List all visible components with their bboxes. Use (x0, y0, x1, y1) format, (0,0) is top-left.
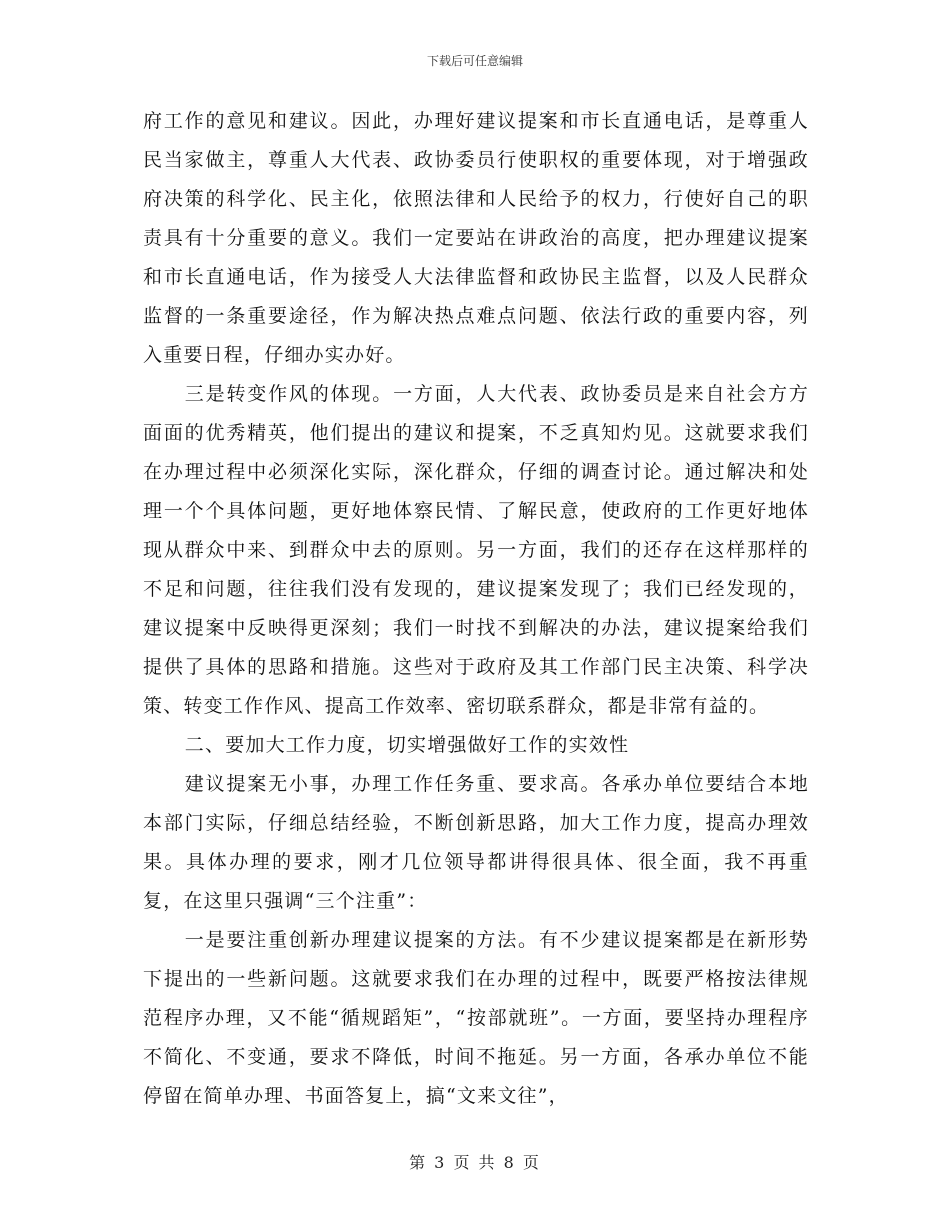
paragraph-4: 一是要注重创新办理建议提案的方法。有不少建议提案都是在新形势下提出的一些新问题。这就要求我们在办理的过程中，既要严格按法律规范程序办理，又不能“循规蹈矩”，“按部就班”。一方面，要坚持办理程序不简化、不变通，要求不降低，时间不拖延。另一方面，各承办单位不能停留在简单办理、书面答复上，搞“文来文往”， (143, 929, 809, 1107)
paragraph-1: 府工作的意见和建议。因此，办理好建议提案和市长直通电话，是尊重人民当家做主，尊重人大代表、政协委员行使职权的重要体现，对于增强政府决策的科学化、民主化，依照法律和人民给予的权力，行使好自己的职责具有十分重要的意义。我们一定要站在讲政治的高度，把办理建议提案和市长直通电话，作为接受人大法律监督和政协民主监督，以及人民群众监督的一条重要途径，作为解决热点难点问题、依法行政的重要内容，列入重要日程，仔细办实办好。 (143, 110, 809, 366)
section-heading: 二、要加大工作力度，切实增强做好工作的实效性 (184, 734, 630, 756)
page-header-note: 下载后可任意编辑 (426, 54, 523, 68)
paragraph-3: 建议提案无小事，办理工作任务重、要求高。各承办单位要结合本地本部门实际，仔细总结经验，不断创新思路，加大工作力度，提高办理效果。具体办理的要求，刚才几位领导都讲得很具体、很全面，我不再重复，在这里只强调“三个注重”： (143, 773, 809, 912)
document-body (143, 102, 809, 1116)
paragraph-2: 三是转变作风的体现。一方面，人大代表、政协委员是来自社会方方面面的优秀精英，他们提出的建议和提案，不乏真知灼见。这就要求我们在办理过程中必须深化实际，深化群众，仔细的调查讨论。通过解决和处理一个个具体问题，更好地体察民情、了解民意，使政府的工作更好地体现从群众中来、到群众中去的原则。另一方面，我们的还存在这样那样的不足和问题，往往我们没有发现的，建议提案发现了；我们已经发现的，建议提案中反映得更深刻；我们一时找不到解决的办法，建议提案给我们提供了具体的思路和措施。这些对于政府及其工作部门民主决策、科学决策、转变工作作风、提高工作效率、密切联系群众，都是非常有益的。 (143, 383, 809, 717)
page-number: 第 3 页 共 8 页 (409, 1153, 541, 1172)
